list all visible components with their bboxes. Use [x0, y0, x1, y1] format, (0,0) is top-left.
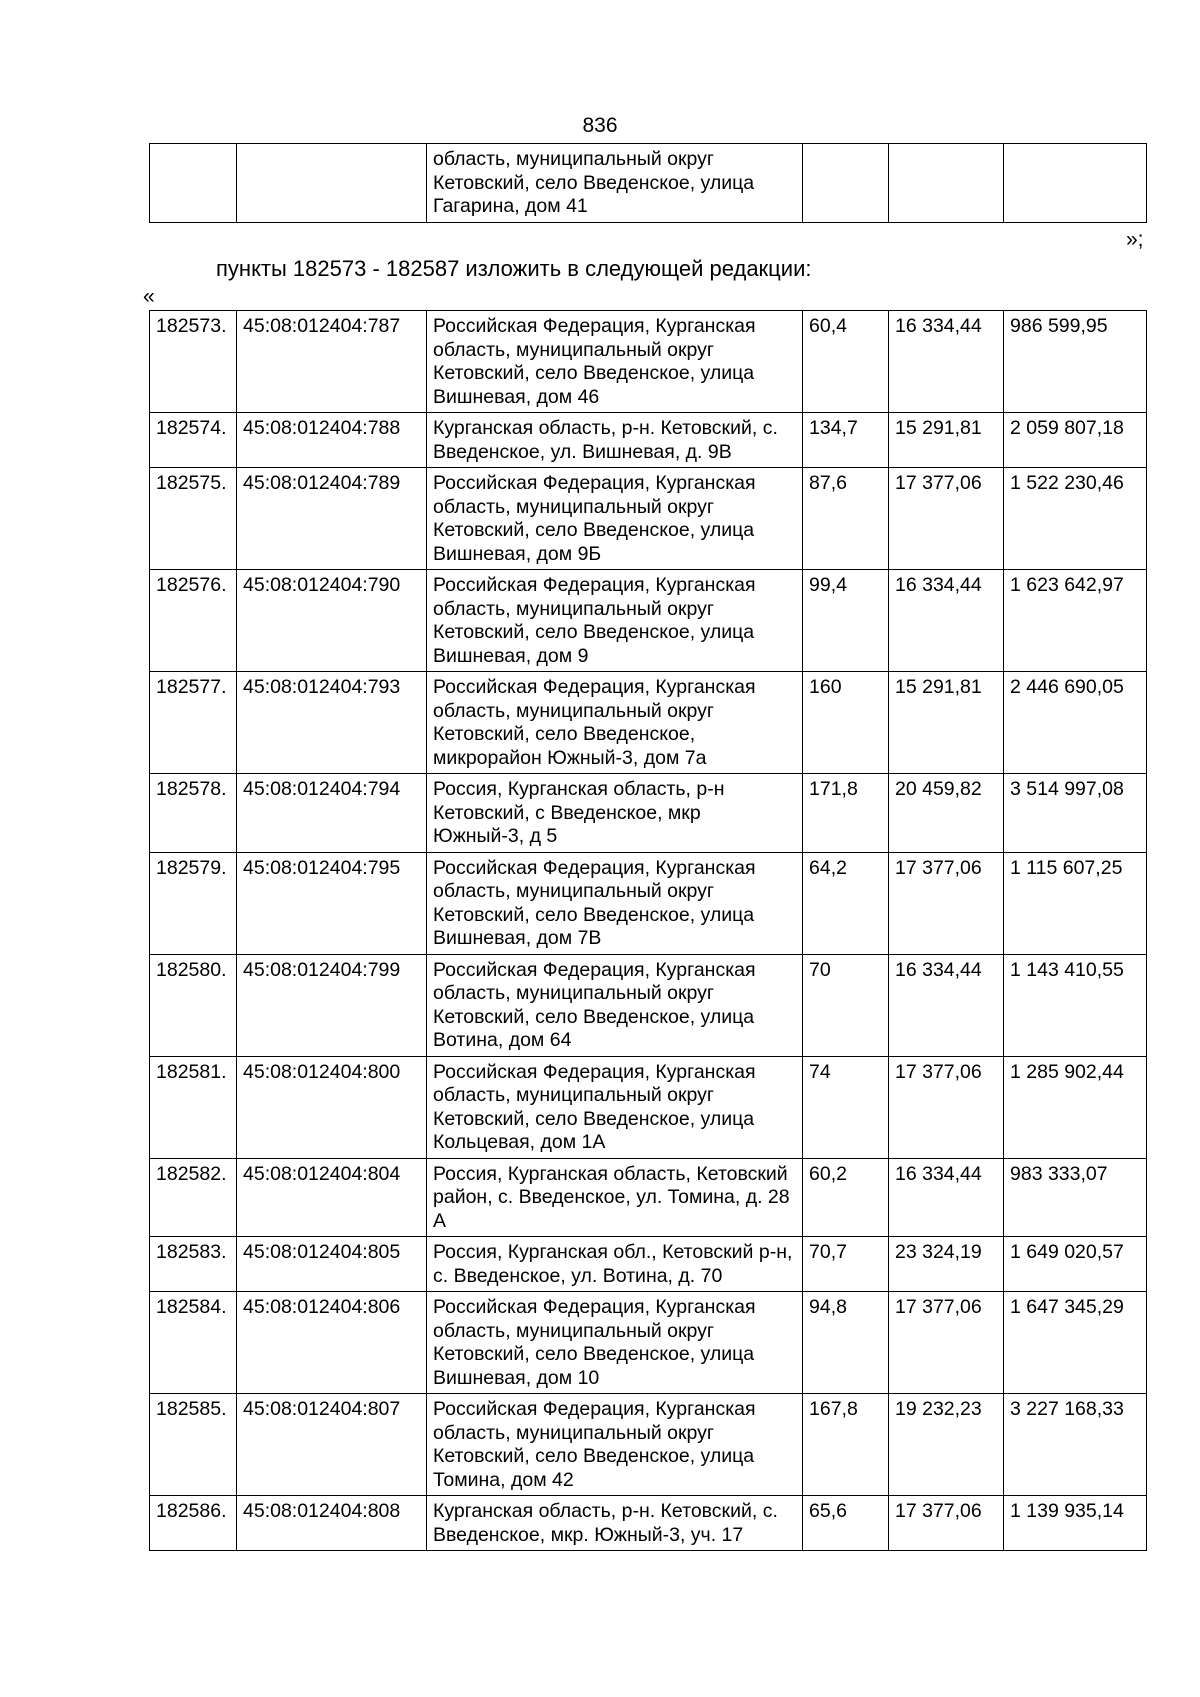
table-row	[150, 1237, 1147, 1292]
cadastral-value-cell: 986 599,95	[1004, 311, 1147, 413]
row-number-cell: 182575.	[150, 468, 237, 570]
rate-cell: 17 377,06	[889, 852, 1004, 954]
cadastral-number-cell: 45:08:012404:793	[237, 672, 427, 774]
cadastral-number-cell	[237, 144, 427, 223]
rate-cell: 17 377,06	[889, 1056, 1004, 1158]
cadastral-number-cell: 45:08:012404:789	[237, 468, 427, 570]
cadastral-number-cell: 45:08:012404:807	[237, 1394, 427, 1496]
table-row	[150, 774, 1147, 853]
closing-quote: »;	[1126, 228, 1144, 251]
row-number-cell: 182584.	[150, 1292, 237, 1394]
address-cell: Россия, Курганская обл., Кетовский р-н, с. Введенское, ул. Вотина, д. 70	[427, 1237, 803, 1292]
table-row	[150, 954, 1147, 1056]
rate-cell: 17 377,06	[889, 468, 1004, 570]
rate-cell: 16 334,44	[889, 311, 1004, 413]
continuation-table	[149, 143, 1147, 223]
rate-cell: 17 377,06	[889, 1292, 1004, 1394]
cadastral-value-cell: 3 227 168,33	[1004, 1394, 1147, 1496]
row-number-cell: 182580.	[150, 954, 237, 1056]
cadastral-value-cell: 3 514 997,08	[1004, 774, 1147, 853]
cadastral-number-cell: 45:08:012404:794	[237, 774, 427, 853]
row-number-cell: 182578.	[150, 774, 237, 853]
instruction-text: пункты 182573 - 182587 изложить в следующей редакции:	[216, 256, 812, 281]
rate-cell	[889, 144, 1004, 223]
area-cell: 94,8	[803, 1292, 889, 1394]
table-row	[150, 1394, 1147, 1496]
rate-cell: 15 291,81	[889, 413, 1004, 468]
cadastral-number-cell: 45:08:012404:806	[237, 1292, 427, 1394]
area-cell: 64,2	[803, 852, 889, 954]
area-cell: 167,8	[803, 1394, 889, 1496]
cadastral-value-cell: 2 059 807,18	[1004, 413, 1147, 468]
row-number-cell: 182574.	[150, 413, 237, 468]
address-cell: Россия, Курганская область, р-н Кетовский, с Введенское, мкр Южный-3, д 5	[427, 774, 803, 853]
address-cell: Российская Федерация, Курганская область, муниципальный округ Кетовский, село Введенское, улица Вотина, дом 64	[427, 954, 803, 1056]
area-cell: 70,7	[803, 1237, 889, 1292]
cadastral-value-cell: 1 522 230,46	[1004, 468, 1147, 570]
cadastral-number-cell: 45:08:012404:788	[237, 413, 427, 468]
row-number-cell: 182579.	[150, 852, 237, 954]
cadastral-number-cell: 45:08:012404:787	[237, 311, 427, 413]
address-cell: Российская Федерация, Курганская область, муниципальный округ Кетовский, село Введенское, улица Вишневая, дом 46	[427, 311, 803, 413]
property-table	[149, 310, 1147, 1551]
table-row	[150, 311, 1147, 413]
address-cell: Российская Федерация, Курганская область, муниципальный округ Кетовский, село Введенское, улица Вишневая, дом 10	[427, 1292, 803, 1394]
rate-cell: 16 334,44	[889, 570, 1004, 672]
row-number-cell: 182573.	[150, 311, 237, 413]
area-cell: 65,6	[803, 1496, 889, 1551]
page-number: 836	[582, 114, 618, 137]
cadastral-number-cell: 45:08:012404:799	[237, 954, 427, 1056]
rate-cell: 15 291,81	[889, 672, 1004, 774]
cadastral-value-cell: 1 139 935,14	[1004, 1496, 1147, 1551]
table-row	[150, 1292, 1147, 1394]
cadastral-number-cell: 45:08:012404:804	[237, 1158, 427, 1237]
table-row	[150, 852, 1147, 954]
cadastral-value-cell: 1 115 607,25	[1004, 852, 1147, 954]
row-number-cell	[150, 144, 237, 223]
table-row	[150, 672, 1147, 774]
cadastral-number-cell: 45:08:012404:808	[237, 1496, 427, 1551]
cadastral-value-cell: 983 333,07	[1004, 1158, 1147, 1237]
table-row	[150, 570, 1147, 672]
cadastral-value-cell: 2 446 690,05	[1004, 672, 1147, 774]
cadastral-value-cell: 1 623 642,97	[1004, 570, 1147, 672]
area-cell: 134,7	[803, 413, 889, 468]
cadastral-number-cell: 45:08:012404:795	[237, 852, 427, 954]
address-cell: Курганская область, р-н. Кетовский, с. Введенское, мкр. Южный-3, уч. 17	[427, 1496, 803, 1551]
rate-cell: 16 334,44	[889, 1158, 1004, 1237]
table-row	[150, 1056, 1147, 1158]
cadastral-number-cell: 45:08:012404:800	[237, 1056, 427, 1158]
address-cell: область, муниципальный округ Кетовский, село Введенское, улица Гагарина, дом 41	[427, 144, 803, 223]
opening-quote: «	[143, 285, 155, 308]
cadastral-number-cell: 45:08:012404:790	[237, 570, 427, 672]
rate-cell: 17 377,06	[889, 1496, 1004, 1551]
cadastral-value-cell	[1004, 144, 1147, 223]
address-cell: Российская Федерация, Курганская область, муниципальный округ Кетовский, село Введенское, улица Томина, дом 42	[427, 1394, 803, 1496]
table-row	[150, 413, 1147, 468]
area-cell: 70	[803, 954, 889, 1056]
cadastral-value-cell: 1 647 345,29	[1004, 1292, 1147, 1394]
rate-cell: 23 324,19	[889, 1237, 1004, 1292]
address-cell: Российская Федерация, Курганская область, муниципальный округ Кетовский, село Введенское, улица Кольцевая, дом 1А	[427, 1056, 803, 1158]
area-cell: 60,4	[803, 311, 889, 413]
rate-cell: 16 334,44	[889, 954, 1004, 1056]
area-cell: 74	[803, 1056, 889, 1158]
address-cell: Российская Федерация, Курганская область, муниципальный округ Кетовский, село Введенское, микрорайон Южный-3, дом 7а	[427, 672, 803, 774]
rate-cell: 19 232,23	[889, 1394, 1004, 1496]
row-number-cell: 182586.	[150, 1496, 237, 1551]
row-number-cell: 182585.	[150, 1394, 237, 1496]
area-cell: 160	[803, 672, 889, 774]
address-cell: Российская Федерация, Курганская область, муниципальный округ Кетовский, село Введенское, улица Вишневая, дом 9	[427, 570, 803, 672]
table-row	[150, 468, 1147, 570]
area-cell: 87,6	[803, 468, 889, 570]
row-number-cell: 182583.	[150, 1237, 237, 1292]
cadastral-value-cell: 1 143 410,55	[1004, 954, 1147, 1056]
area-cell: 99,4	[803, 570, 889, 672]
address-cell: Россия, Курганская область, Кетовский район, с. Введенское, ул. Томина, д. 28 А	[427, 1158, 803, 1237]
table-row	[150, 1158, 1147, 1237]
area-cell: 171,8	[803, 774, 889, 853]
row-number-cell: 182577.	[150, 672, 237, 774]
row-number-cell: 182581.	[150, 1056, 237, 1158]
address-cell: Курганская область, р-н. Кетовский, с. Введенское, ул. Вишневая, д. 9В	[427, 413, 803, 468]
row-number-cell: 182576.	[150, 570, 237, 672]
table-row	[150, 144, 1147, 223]
row-number-cell: 182582.	[150, 1158, 237, 1237]
area-cell	[803, 144, 889, 223]
address-cell: Российская Федерация, Курганская область, муниципальный округ Кетовский, село Введенское, улица Вишневая, дом 9Б	[427, 468, 803, 570]
table-row	[150, 1496, 1147, 1551]
rate-cell: 20 459,82	[889, 774, 1004, 853]
cadastral-value-cell: 1 285 902,44	[1004, 1056, 1147, 1158]
address-cell: Российская Федерация, Курганская область, муниципальный округ Кетовский, село Введенское, улица Вишневая, дом 7В	[427, 852, 803, 954]
area-cell: 60,2	[803, 1158, 889, 1237]
cadastral-value-cell: 1 649 020,57	[1004, 1237, 1147, 1292]
cadastral-number-cell: 45:08:012404:805	[237, 1237, 427, 1292]
